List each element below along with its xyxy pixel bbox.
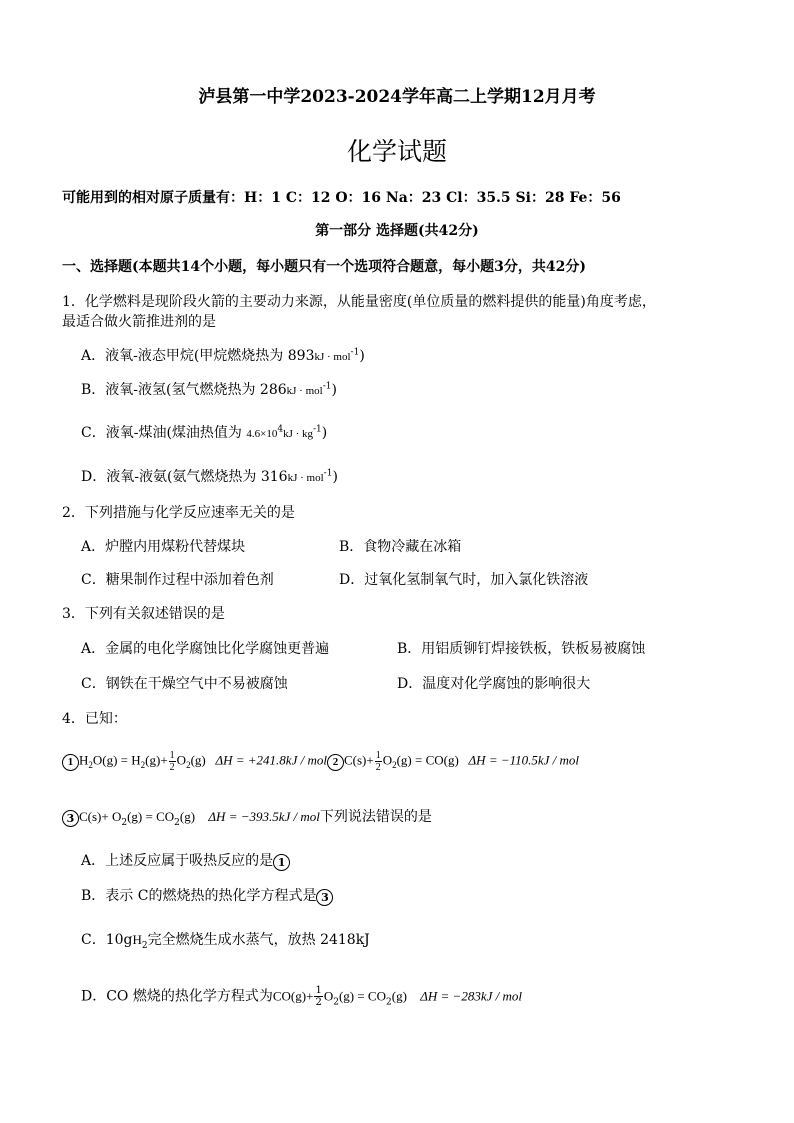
q4-stem: 4．已知：: [62, 711, 127, 727]
q3-option-d: D．温度对化学腐蚀的影响很大: [397, 676, 591, 692]
circled-number-3: 3: [316, 889, 333, 906]
q3-option-c: C．钢铁在干燥空气中不易被腐蚀: [81, 676, 288, 692]
q1-option-d: D．液氧-液氨(氨气燃烧热为 316kJ · mol$^{-1}$): [81, 468, 338, 485]
exam-title: 泸县第一中学2023-2024学年高二上学期12月月考: [198, 87, 596, 107]
fraction-half: $\frac{1}{2}$: [169, 750, 175, 773]
q4-option-c: C．$10gH_2$完全燃烧生成水蒸气，放热 2418kJ: [81, 932, 370, 951]
q2-option-b: B．食物冷藏在冰箱: [339, 539, 462, 555]
q2-option-c: C．糖果制作过程中添加着色剂: [81, 572, 274, 588]
subject-title: 化学试题: [346, 137, 447, 166]
q4-equation-3: 3 $C(s)+ O_2(g) = CO_2(g)$ ΔH = −393.5kJ / mol下列说法错误的是: [62, 808, 432, 827]
circled-number-3: 3: [62, 810, 79, 827]
fraction-half: $\frac{1}{2}$: [375, 750, 381, 773]
q3-option-b: B．用铝质铆钉焊接铁板，铁板易被腐蚀: [397, 641, 646, 657]
q4-option-d: D．CO 燃烧的热化学方程式为CO(g)+ $\frac{1}{2}$ $O_2(g) = CO_2(g)$ ΔH = −283kJ / mol: [81, 985, 522, 1008]
section-instructions: 一、选择题(本题共14个小题，每小题只有一个选项符合题意，每小题3分，共42分): [62, 259, 586, 275]
q1-stem-line2: 最适合做火箭推进剂的是: [62, 314, 216, 330]
q3-option-a: A．金属的电化学腐蚀比化学腐蚀更普遍: [81, 641, 330, 657]
part-title: 第一部分 选择题(共42分): [315, 223, 479, 239]
atomic-masses: 可能用到的相对原子质量有：H：1 C：12 O：16 Na：23 Cl：35.5 Si：28 Fe：56: [62, 190, 621, 206]
q2-option-d: D．过氧化氢制氧气时，加入氯化铁溶液: [339, 572, 589, 588]
q1-option-c: C．液氧-煤油(煤油热值为 $4.6\times 10^4kJ \cdot kg^{-1}$): [81, 424, 328, 441]
circled-number-1: 1: [273, 854, 290, 871]
q4-option-a: A．上述反应属于吸热反应的是 1: [81, 852, 290, 871]
circled-number-2: 2: [327, 754, 344, 771]
q4-equations-1-2: 1 $H_2O(g) = H_2(g)+$ $\frac{1}{2}$ $O_2(g)$ ΔH = +241.8kJ / mol 2 C(s)+ $\frac{1}{2}$ $O_2(g) = CO(g)$ ΔH = −110.5kJ / mol: [62, 750, 579, 773]
q2-option-a: A．炉膛内用煤粉代替煤块: [81, 539, 246, 555]
fraction-half: $\frac{1}{2}$: [315, 985, 322, 1008]
q3-stem: 3．下列有关叙述错误的是: [62, 606, 225, 622]
q1-stem-line1: 1．化学燃料是现阶段火箭的主要动力来源，从能量密度(单位质量的燃料提供的能量)角度考虑，: [62, 294, 656, 310]
circled-number-1: 1: [62, 754, 79, 771]
q1-option-b: B．液氧-液氢(氢气燃烧热为 286kJ · mol$^{-1}$): [81, 381, 337, 398]
q2-stem: 2．下列措施与化学反应速率无关的是: [62, 505, 295, 521]
q1-option-a: A．液氧-液态甲烷(甲烷燃烧热为 893kJ · mol$^{-1}$): [81, 347, 365, 364]
q4-option-b: B．表示 C的燃烧热的热化学方程式是 3: [81, 887, 333, 906]
